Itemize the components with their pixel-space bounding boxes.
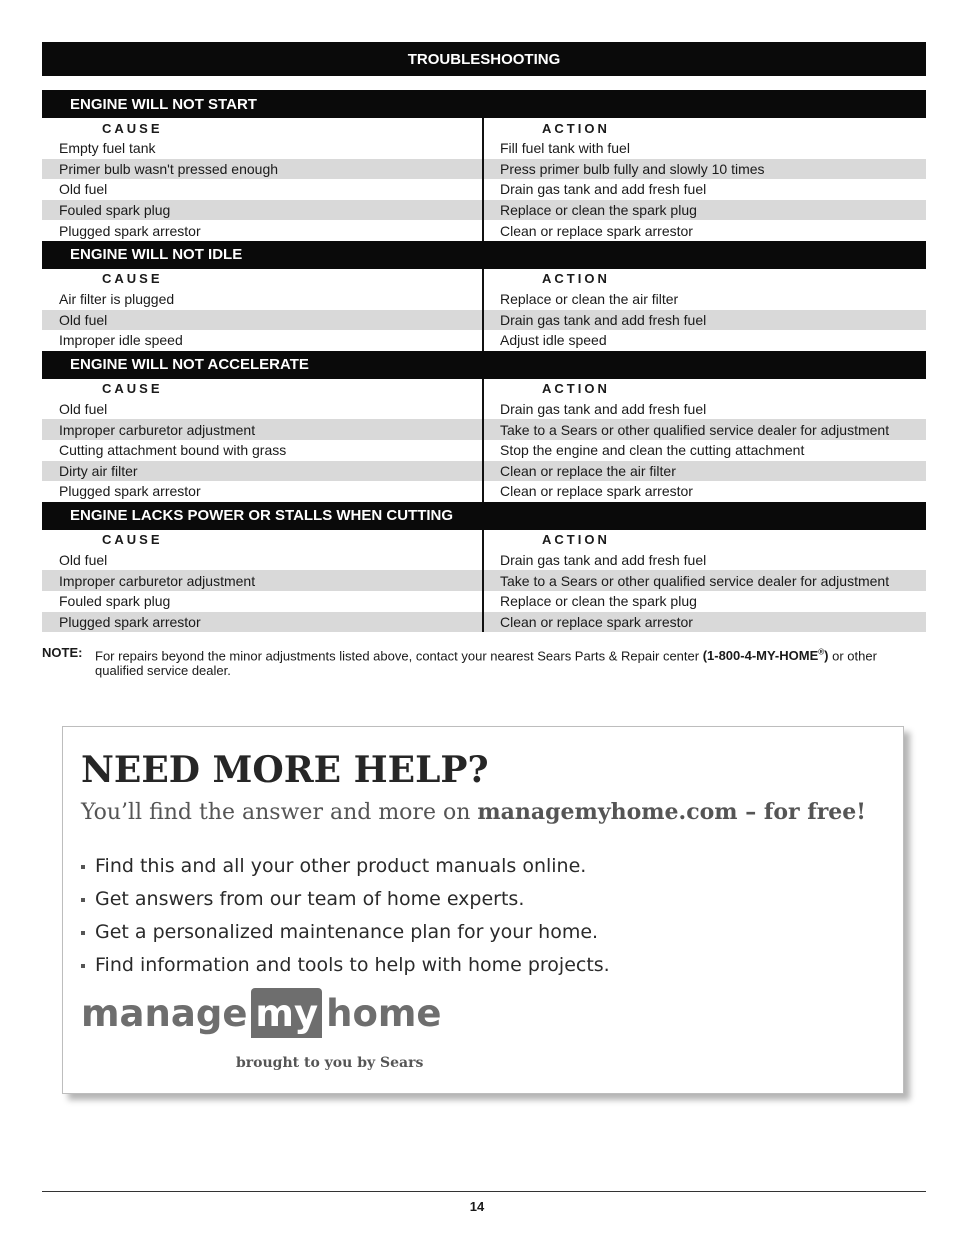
section-heading: ENGINE LACKS POWER OR STALLS WHEN CUTTING: [42, 502, 926, 530]
help-bullet-item: [81, 882, 610, 915]
table-row: [42, 419, 926, 440]
table-row: [42, 550, 926, 571]
troubleshooting-table: [42, 90, 926, 632]
section-body: [42, 269, 926, 351]
help-bullet-text: Get a personalized maintenance plan for your home.: [95, 920, 599, 943]
footer-rule: [42, 1191, 926, 1192]
cause-cell: Improper carburetor adjustment: [59, 572, 256, 589]
table-row: [42, 310, 926, 331]
column-header-row: [42, 269, 926, 289]
column-header-row: [42, 118, 926, 138]
table-row: [42, 220, 926, 241]
action-cell: Replace or clean the air filter: [500, 291, 679, 308]
cause-cell: Fouled spark plug: [59, 593, 171, 610]
table-row: [42, 179, 926, 200]
help-subtitle: You’ll find the answer and more on managemyhome.com – for free!: [81, 799, 866, 825]
action-cell: Adjust idle speed: [500, 332, 607, 349]
action-cell: Clean or replace spark arrestor: [500, 483, 693, 500]
action-cell: Drain gas tank and add fresh fuel: [500, 311, 707, 328]
cause-cell: Fouled spark plug: [59, 202, 171, 219]
action-cell: Clean or replace spark arrestor: [500, 613, 693, 630]
table-row: [42, 159, 926, 180]
section-heading: ENGINE WILL NOT START: [42, 90, 926, 118]
cause-header: CAUSE: [102, 532, 163, 548]
repair-note: [42, 645, 926, 678]
note-text: For repairs beyond the minor adjustments listed above, contact your nearest Sears Parts & Repair center (1-800-4-MY-HOME®) or other qualified service dealer.: [95, 648, 877, 679]
action-header: ACTION: [542, 120, 610, 136]
bullet-icon: [81, 898, 85, 902]
cause-cell: Air filter is plugged: [59, 291, 175, 308]
bullet-icon: [81, 931, 85, 935]
cause-cell: Empty fuel tank: [59, 140, 156, 157]
managemyhome-logo: manage my home: [81, 985, 442, 1041]
troubleshooting-title: [42, 42, 926, 76]
action-header: ACTION: [542, 271, 610, 287]
table-row: [42, 330, 926, 351]
cause-cell: Plugged spark arrestor: [59, 483, 201, 500]
table-row: [42, 440, 926, 461]
note-phone: (1-800-4-MY-HOME®): [702, 648, 829, 664]
table-row: [42, 200, 926, 221]
table-row: [42, 461, 926, 482]
help-bullet-text: Get answers from our team of home experts.: [95, 887, 525, 910]
section-body: [42, 118, 926, 241]
help-bullet-text: Find information and tools to help with home projects.: [95, 953, 610, 976]
cause-cell: Primer bulb wasn't pressed enough: [59, 160, 279, 177]
cause-cell: Plugged spark arrestor: [59, 613, 201, 630]
troubleshooting-title-text: TROUBLESHOOTING: [407, 50, 561, 68]
logo-tagline: brought to you by Sears: [236, 1055, 424, 1071]
help-title: NEED MORE HELP?: [81, 749, 489, 791]
action-cell: Replace or clean the spark plug: [500, 202, 697, 219]
help-bullet-item: [81, 948, 610, 981]
cause-cell: Old fuel: [59, 401, 108, 418]
note-label: NOTE:: [42, 645, 83, 660]
action-cell: Take to a Sears or other qualified service dealer for adjustment: [500, 572, 890, 589]
action-cell: Clean or replace the air filter: [500, 462, 676, 479]
section-heading: ENGINE WILL NOT IDLE: [42, 241, 926, 269]
action-cell: Replace or clean the spark plug: [500, 593, 697, 610]
table-row: [42, 612, 926, 633]
need-more-help-box: [62, 726, 904, 1094]
action-cell: Drain gas tank and add fresh fuel: [500, 181, 707, 198]
table-row: [42, 399, 926, 420]
action-cell: Take to a Sears or other qualified service dealer for adjustment: [500, 421, 890, 438]
cause-header: CAUSE: [102, 271, 163, 287]
section-heading: ENGINE WILL NOT ACCELERATE: [42, 351, 926, 379]
action-cell: Fill fuel tank with fuel: [500, 140, 630, 157]
cause-header: CAUSE: [102, 381, 163, 397]
cause-cell: Cutting attachment bound with grass: [59, 442, 287, 459]
table-row: [42, 570, 926, 591]
table-row: [42, 591, 926, 612]
action-cell: Drain gas tank and add fresh fuel: [500, 552, 707, 569]
column-header-row: [42, 530, 926, 550]
help-bullet-item: [81, 849, 610, 882]
section-body: [42, 379, 926, 502]
action-cell: Clean or replace spark arrestor: [500, 222, 693, 239]
help-bullet-text: Find this and all your other product manuals online.: [95, 854, 587, 877]
cause-cell: Improper idle speed: [59, 332, 183, 349]
table-row: [42, 138, 926, 159]
cause-header: CAUSE: [102, 120, 163, 136]
bullet-icon: [81, 865, 85, 869]
action-cell: Stop the engine and clean the cutting attachment: [500, 442, 805, 459]
table-row: [42, 289, 926, 310]
cause-cell: Improper carburetor adjustment: [59, 421, 256, 438]
cause-cell: Old fuel: [59, 181, 108, 198]
page-number: 14: [469, 1199, 485, 1214]
column-header-row: [42, 379, 926, 399]
bullet-icon: [81, 964, 85, 968]
action-cell: Drain gas tank and add fresh fuel: [500, 401, 707, 418]
section-body: [42, 530, 926, 632]
action-header: ACTION: [542, 532, 610, 548]
cause-cell: Old fuel: [59, 552, 108, 569]
action-header: ACTION: [542, 381, 610, 397]
help-bullet-list: [81, 849, 610, 981]
help-website: managemyhome.com – for free!: [477, 799, 866, 825]
table-row: [42, 481, 926, 502]
cause-cell: Old fuel: [59, 311, 108, 328]
cause-cell: Dirty air filter: [59, 462, 138, 479]
action-cell: Press primer bulb fully and slowly 10 times: [500, 160, 765, 177]
help-bullet-item: [81, 915, 610, 948]
cause-cell: Plugged spark arrestor: [59, 222, 201, 239]
